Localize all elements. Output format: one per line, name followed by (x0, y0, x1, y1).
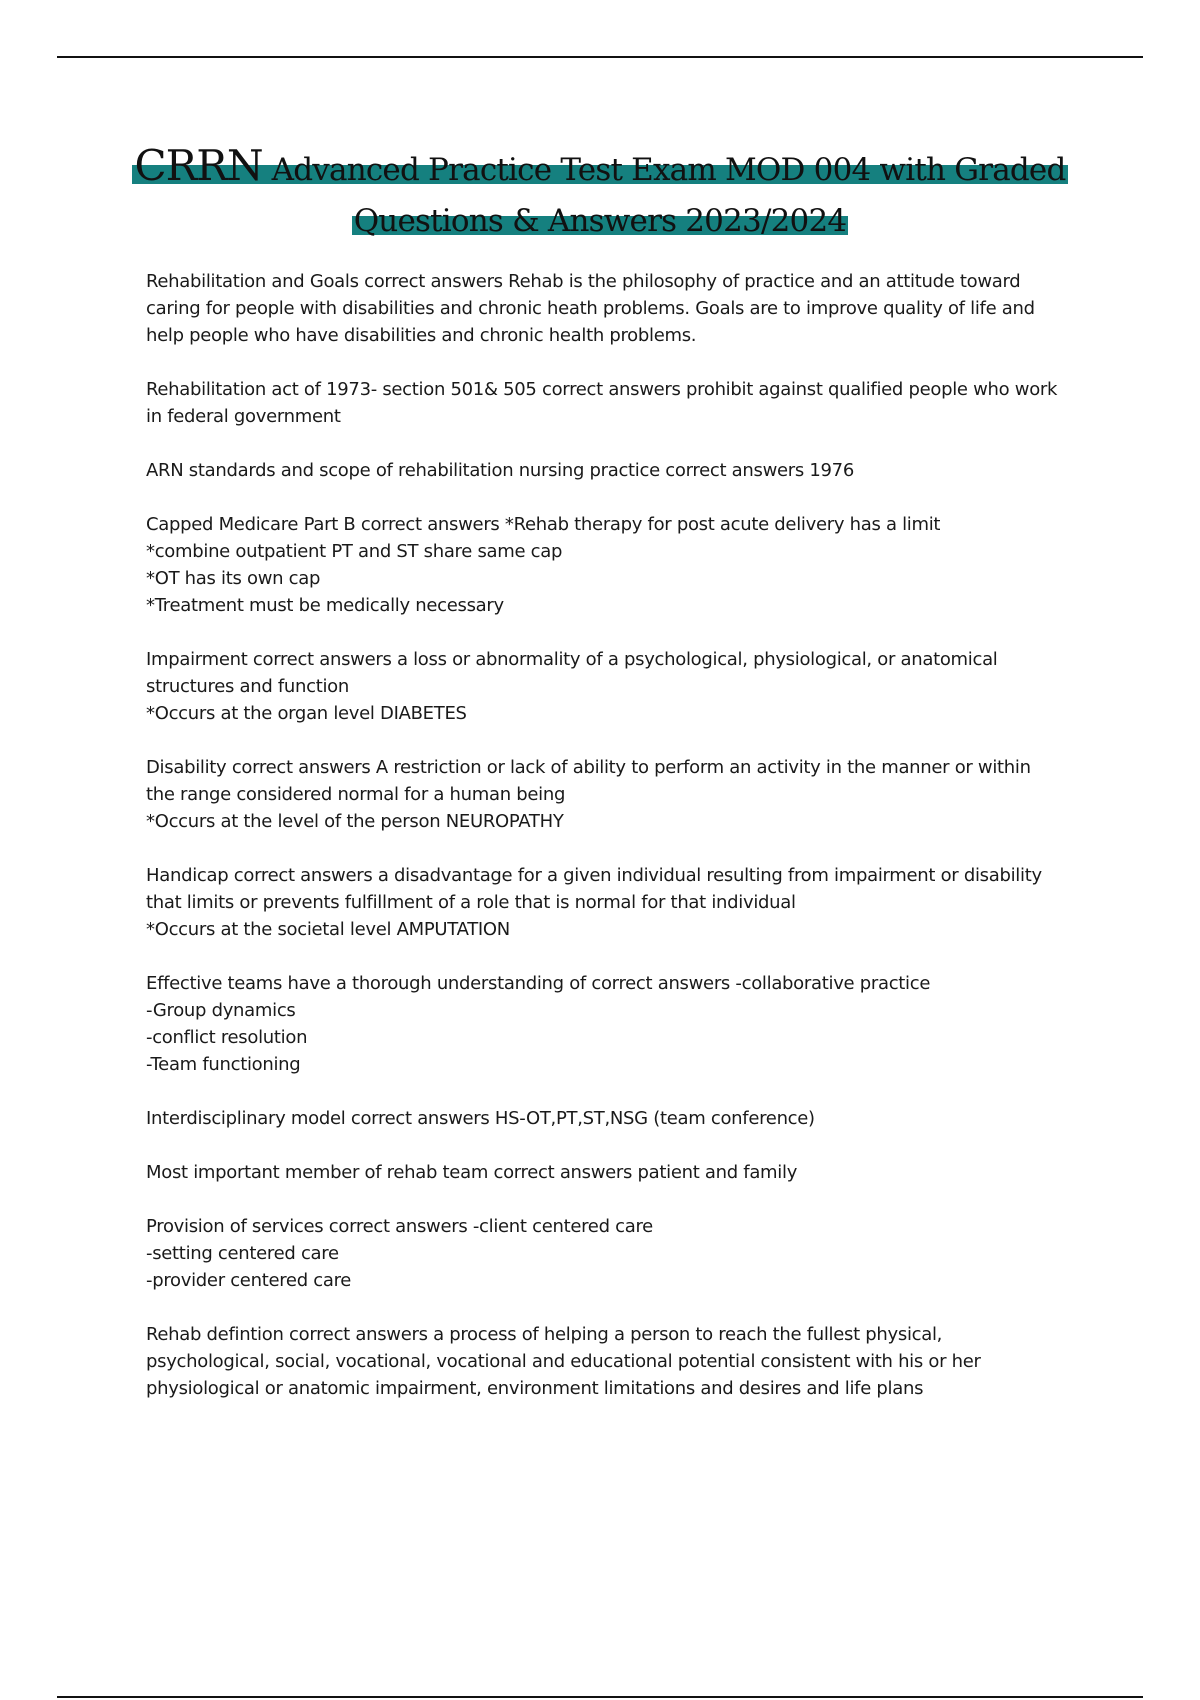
entry-line: that limits or prevents fulfillment of a role that is normal for that individual (146, 892, 796, 913)
entry-line: Most important member of rehab team correct answers patient and family (146, 1162, 798, 1183)
top-rule (57, 56, 1143, 58)
entry-line: *combine outpatient PT and ST share same cap (146, 541, 563, 562)
entry-line: -Team functioning (146, 1054, 301, 1075)
title-line-1 (100, 143, 1100, 198)
qa-entry-rehab-definition (146, 1321, 1096, 1402)
qa-entry-rehabilitation-act (146, 376, 1096, 430)
entry-line: caring for people with disabilities and chronic heath problems. Goals are to improve quality of life and (146, 298, 1035, 319)
entry-line: *Treatment must be medically necessary (146, 595, 504, 616)
qa-entry-capped-medicare (146, 511, 1096, 619)
entry-line: Provision of services correct answers -client centered care (146, 1216, 653, 1237)
entry-line: Rehabilitation act of 1973- section 501& 505 correct answers prohibit against qualified people who work (146, 379, 1058, 400)
entry-line: *OT has its own cap (146, 568, 321, 589)
entry-line: Capped Medicare Part B correct answers *Rehab therapy for post acute delivery has a limit (146, 514, 941, 535)
qa-entry-handicap (146, 862, 1096, 943)
entry-line: physiological or anatomic impairment, environment limitations and desires and life plans (146, 1378, 924, 1399)
entry-line: -Group dynamics (146, 1000, 296, 1021)
entry-line: -provider centered care (146, 1270, 352, 1291)
title-line-1-text: Advanced Practice Test Exam MOD 004 with Graded (262, 152, 1066, 188)
qa-entry-provision-of-services (146, 1213, 1096, 1294)
entry-line: Rehab defintion correct answers a process of helping a person to reach the fullest physical, (146, 1324, 943, 1345)
bottom-rule (57, 1696, 1143, 1698)
entry-line: structures and function (146, 676, 350, 697)
title-line-2 (100, 198, 1100, 249)
entry-line: ARN standards and scope of rehabilitation nursing practice correct answers 1976 (146, 460, 854, 481)
qa-entry-disability (146, 754, 1096, 835)
entry-line: help people who have disabilities and chronic health problems. (146, 325, 697, 346)
qa-entry-impairment (146, 646, 1096, 727)
entry-line: the range considered normal for a human being (146, 784, 566, 805)
entry-line: Effective teams have a thorough understanding of correct answers -collaborative practice (146, 973, 931, 994)
entry-line: Disability correct answers A restriction or lack of ability to perform an activity in the manner or within (146, 757, 1031, 778)
qa-entry-most-important-member (146, 1159, 1096, 1186)
entry-line: *Occurs at the societal level AMPUTATION (146, 919, 510, 940)
entry-line: in federal government (146, 406, 341, 427)
title-acronym: CRRN (134, 141, 263, 190)
entry-line: psychological, social, vocational, vocational and educational potential consistent with his or her (146, 1351, 981, 1372)
document-title (100, 143, 1100, 249)
entry-line: Impairment correct answers a loss or abnormality of a psychological, physiological, or anatomical (146, 649, 998, 670)
qa-entry-effective-teams (146, 970, 1096, 1078)
entry-line: Rehabilitation and Goals correct answers Rehab is the philosophy of practice and an attitude toward (146, 271, 1021, 292)
entry-line: -setting centered care (146, 1243, 339, 1264)
entry-line: -conflict resolution (146, 1027, 308, 1048)
qa-entry-rehabilitation-goals (146, 268, 1096, 349)
qa-entry-interdisciplinary-model (146, 1105, 1096, 1132)
entry-line: *Occurs at the organ level DIABETES (146, 703, 467, 724)
qa-entry-arn-standards (146, 457, 1096, 484)
entry-line: Interdisciplinary model correct answers HS-OT,PT,ST,NSG (team conference) (146, 1108, 815, 1129)
title-line-2-text: Questions & Answers 2023/2024 (353, 203, 847, 239)
entry-line: Handicap correct answers a disadvantage for a given individual resulting from impairment or disability (146, 865, 1042, 886)
document-body (146, 268, 1096, 1429)
entry-line: *Occurs at the level of the person NEUROPATHY (146, 811, 564, 832)
